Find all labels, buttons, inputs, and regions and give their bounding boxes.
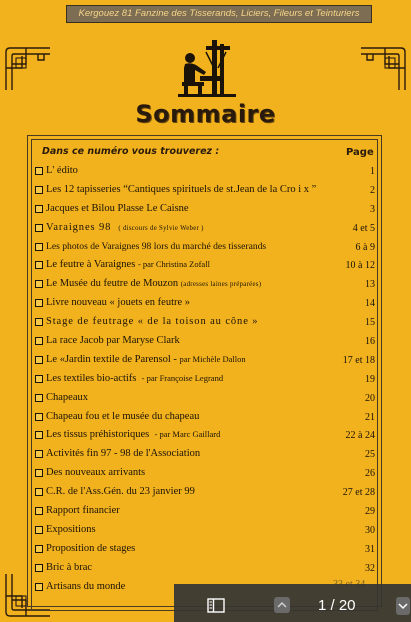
checkbox-icon <box>35 205 43 213</box>
sidebar-toggle-icon[interactable] <box>207 598 225 613</box>
checkbox-icon <box>35 488 43 496</box>
weaver-loom-logo <box>176 38 238 98</box>
toc-page: 14 <box>365 298 375 310</box>
checkbox-icon <box>35 243 43 251</box>
toc-page: 31 <box>365 543 375 555</box>
toc-page: 13 <box>365 279 375 291</box>
toc-title-sub: - par Christina Zofall <box>137 259 210 270</box>
corner-ornament-top-right-icon <box>359 46 407 92</box>
toc-page: 29 <box>365 506 375 518</box>
toc-row-chapeau-fou[interactable] <box>33 409 378 428</box>
checkbox-icon <box>35 450 43 458</box>
page-title: Sommaire <box>135 100 276 128</box>
toc-page: 30 <box>365 524 375 536</box>
checkbox-icon <box>35 318 43 326</box>
checkbox-icon <box>35 167 43 175</box>
page-column-header: Page <box>346 147 374 158</box>
toc-page: 1 <box>370 166 375 177</box>
toc-row-activites[interactable] <box>33 446 378 465</box>
checkbox-icon <box>35 224 43 232</box>
toc-row-bio-actifs[interactable] <box>33 371 378 390</box>
toc-page: 17 et 18 <box>342 354 375 366</box>
toc-title: Les 12 tapisseries “Cantiques spirituels de st.Jean de la Cro i x ” <box>46 183 317 195</box>
toc-title: Expositions <box>46 523 96 535</box>
toc-title-sub: par Michèle Dallon <box>179 353 246 364</box>
toc-page: 15 <box>365 317 375 329</box>
toc-row-feutre-varaignes[interactable] <box>33 257 378 276</box>
toc-page: 22 à 24 <box>345 430 375 442</box>
toc-title-main: Les tissus préhistoriques <box>46 429 150 441</box>
toc-title <box>46 429 220 440</box>
toc-row-tissus-prehistoriques[interactable] <box>33 427 378 446</box>
toc-row-livre[interactable] <box>33 295 378 314</box>
toc-title-sub: (adresses laines préparées) <box>180 281 262 289</box>
prev-page-icon[interactable] <box>274 597 290 613</box>
checkbox-icon <box>35 261 43 269</box>
toc-title: Artisans du monde <box>46 580 126 592</box>
checkbox-icon <box>35 394 43 402</box>
toc-row-photos[interactable] <box>33 239 378 258</box>
checkbox-icon <box>35 507 43 515</box>
toc-title-main: Varaignes 98 <box>46 221 112 233</box>
toc-title: Bric à brac <box>46 561 93 573</box>
toc-title-sub: ( discours de Sylvie Weber ) <box>118 224 204 232</box>
checkbox-icon <box>35 186 43 194</box>
checkbox-icon <box>35 583 43 591</box>
checkbox-icon <box>35 469 43 477</box>
page-indicator: 1 / 20 <box>318 597 356 614</box>
toc-title: Les photos de Varaignes 98 lors du marché des tisserands <box>46 240 267 252</box>
checkbox-icon <box>35 299 43 307</box>
checkbox-icon <box>35 413 43 421</box>
toc-title: Proposition de stages <box>46 542 136 554</box>
checkbox-icon <box>35 375 43 383</box>
toc-title <box>46 259 210 270</box>
toc-title: L' édito <box>46 165 78 176</box>
toc-row-varaignes[interactable] <box>33 220 378 239</box>
toc-row-tapisseries[interactable] <box>33 182 378 201</box>
toc-page: 26 <box>365 468 375 480</box>
toc-page: 4 et 5 <box>352 222 375 234</box>
toc-title: Chapeaux <box>46 391 88 403</box>
toc-title: Chapeau fou et le musée du chapeau <box>46 410 200 422</box>
checkbox-icon <box>35 337 43 345</box>
next-page-icon[interactable] <box>396 597 410 615</box>
toc-row-expositions[interactable] <box>33 522 378 541</box>
toc-title-sub: - par Françoise Legrand <box>141 372 224 383</box>
checkbox-icon <box>35 431 43 439</box>
toc-row-stage-feutrage[interactable] <box>33 314 378 333</box>
toc-page: 27 et 28 <box>342 487 375 499</box>
toc-row-cr-ag[interactable] <box>33 484 378 503</box>
toc-title-sub: - par Marc Gaillard <box>154 429 221 440</box>
toc-title: Des nouveaux arrivants <box>46 467 146 479</box>
toc-row-plasse[interactable] <box>33 201 378 220</box>
toc-page: 20 <box>365 392 375 404</box>
toc-row-nouveaux-arrivants[interactable] <box>33 465 378 484</box>
toc-row-edito[interactable] <box>33 163 378 182</box>
toc-row-stages[interactable] <box>33 541 378 560</box>
fanzine-banner: Kergouez 81 Fanzine des Tisserands, Liciers, Fileurs et Teinturiers <box>66 5 372 23</box>
toc-row-rapport-financier[interactable] <box>33 503 378 522</box>
toc-page: 6 à 9 <box>355 241 375 253</box>
toc-title: Stage de feutrage « de la toison au cône » <box>46 316 259 328</box>
toc-page: 3 <box>370 203 375 215</box>
corner-ornament-top-left-icon <box>4 46 52 92</box>
toc-row-jardin-textile[interactable] <box>33 352 378 371</box>
table-of-contents <box>33 163 378 597</box>
toc-row-race-jacob[interactable] <box>33 333 378 352</box>
toc-page: 32 <box>365 562 375 574</box>
toc-row-bric-a-brac[interactable] <box>33 560 378 579</box>
toc-page: 19 <box>365 373 375 385</box>
checkbox-icon <box>35 526 43 534</box>
toc-page: 16 <box>365 336 375 348</box>
toc-row-musee-mouzon[interactable] <box>33 276 378 295</box>
toc-title <box>46 222 204 233</box>
toc-title: La race Jacob par Maryse Clark <box>46 335 180 347</box>
toc-row-chapeaux[interactable] <box>33 390 378 409</box>
toc-title: Jacques et Bilou Plasse Le Caisne <box>46 202 189 214</box>
toc-title: C.R. de l'Ass.Gén. du 23 janvier 99 <box>46 486 195 498</box>
toc-page: 10 à 12 <box>345 260 375 272</box>
toc-page: 25 <box>365 449 375 461</box>
toc-page: 2 <box>370 184 375 196</box>
toc-title: Livre nouveau « jouets en feutre » <box>46 297 191 309</box>
toc-title <box>46 278 261 289</box>
toc-title <box>46 373 223 384</box>
toc-title-main: Le feutre à Varaignes <box>46 259 136 271</box>
toc-title <box>46 354 246 365</box>
toc-intro: Dans ce numéro vous trouverez : <box>42 146 220 157</box>
checkbox-icon <box>35 356 43 364</box>
toc-title-main: Les textiles bio-actifs <box>46 372 137 384</box>
toc-title: Activités fin 97 - 98 de l'Association <box>46 448 201 460</box>
toc-title-main: Le Musée du feutre de Mouzon <box>46 278 179 290</box>
checkbox-icon <box>35 545 43 553</box>
toc-page: 21 <box>365 411 375 423</box>
toc-title-main: Le «Jardin textile de Parensol - <box>46 353 177 365</box>
toc-title: Rapport financier <box>46 505 120 517</box>
checkbox-icon <box>35 564 43 572</box>
checkbox-icon <box>35 280 43 288</box>
